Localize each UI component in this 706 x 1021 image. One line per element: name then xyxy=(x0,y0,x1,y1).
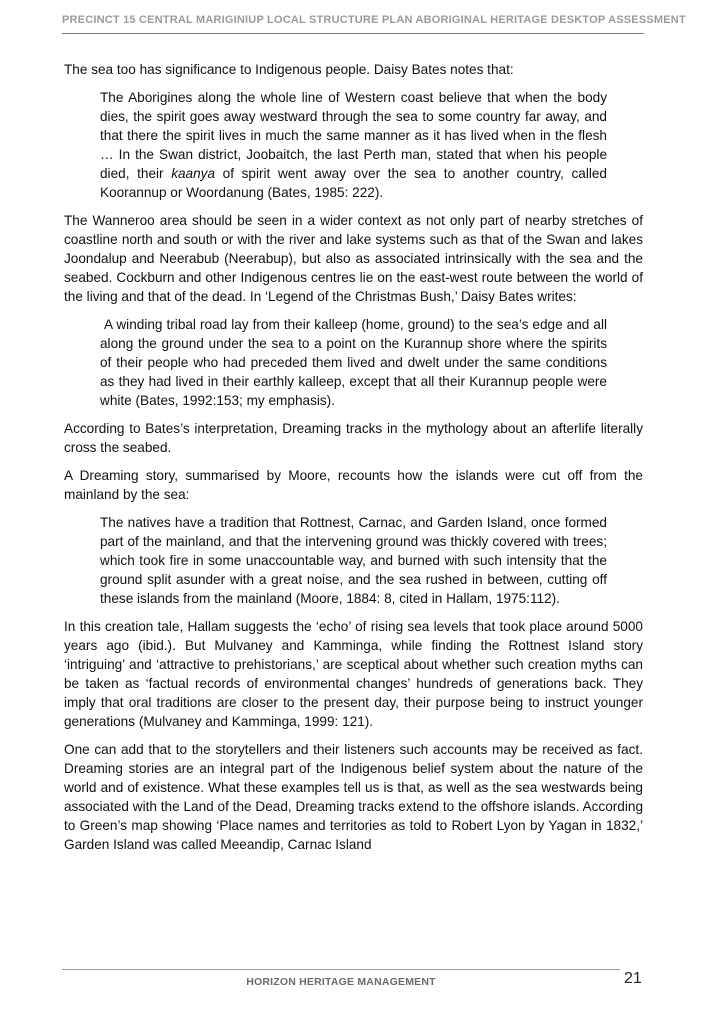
quote-italic-term: kaanya xyxy=(171,166,216,181)
quote-text: of spirit went away over the sea to another country, called Koorannup or Woordanung (Bates, 1985: 222). xyxy=(100,166,607,200)
block-quote-bates-1985 xyxy=(100,88,607,202)
footer-organization: HORIZON HERITAGE MANAGEMENT xyxy=(246,976,436,988)
block-quote-moore-1884: The natives have a tradition that Rottnest, Carnac, and Garden Island, once formed part of the mainland, and that the intervening ground was thickly covered with trees; which took fire in some unaccountable way, and burned with such intensity that the ground split asunder with a great noise, and the sea rushed in between, cutting off these islands from the mainland (Moore, 1884: 8, cited in Hallam, 1975:112). xyxy=(100,515,607,606)
running-header: PRECINCT 15 CENTRAL MARIGINIUP LOCAL STRUCTURE PLAN ABORIGINAL HERITAGE DESKTOP ASSESSMENT xyxy=(62,14,686,26)
paragraph-hallam: In this creation tale, Hallam suggests the ‘echo’ of rising sea levels that took place around 5000 years ago (ibid.). But Mulvaney and Kamminga, while finding the Rottnest Island story ‘intriguing’ and ‘attractive to prehistorians,’ are sceptical about whether such creation myths can be taken as ‘factual records of environmental changes’ hundreds of generations back. They imply that oral traditions are closer to the present day, their purpose being to instruct younger generations (Mulvaney and Kamminga, 1999: 121). xyxy=(64,619,643,729)
paragraph-intro: The sea too has significance to Indigenous people. Daisy Bates notes that: xyxy=(64,62,514,77)
paragraph-dreaming-story: A Dreaming story, summarised by Moore, recounts how the islands were cut off from the mainland by the sea: xyxy=(64,468,643,502)
paragraph-wanneroo: The Wanneroo area should be seen in a wider context as not only part of nearby stretches of coastline north and south or with the river and lake systems such as that of the Swan and lakes Joondalup and Neerabub (Neerabup), but also as associated intrinsically with the sea and the seabed. Cockburn and other Indigenous centres lie on the east-west route between the world of the living and that of the dead. In ‘Legend of the Christmas Bush,’ Daisy Bates writes: xyxy=(64,213,643,304)
header-divider xyxy=(62,33,644,34)
block-quote-bates-1992: A winding tribal road lay from their kalleep (home, ground) to the sea’s edge and all along the ground under the sea to a point on the Kurannup shore where the spirits of their people who had preceded them lived and dwelt under the same conditions as they had lived in their earthly kalleep, except that all their Kurannup people were white (Bates, 1992:153; my emphasis). xyxy=(100,317,607,408)
page-body xyxy=(64,60,643,863)
footer-divider xyxy=(62,969,620,970)
page-number: 21 xyxy=(624,970,642,987)
quote-text: The Aborigines along the whole line of Western coast believe that when the body dies, the spirit goes away westward through the sea to some country far away, and that there the spirit lives in much the same manner as it has lived when in the flesh … In the Swan district, Joobaitch, the last Perth man, stated that when his people died, their xyxy=(100,90,607,181)
paragraph-storytellers: One can add that to the storytellers and their listeners such accounts may be received as fact. Dreaming stories are an integral part of the Indigenous belief system about the nature of the world and of existence. What these examples tell us is that, as well as the sea westwards being associated with the Land of the Dead, Dreaming tracks extend to the offshore islands. According to Green’s map showing ‘Place names and territories as told to Robert Lyon by Yagan in 1832,’ Garden Island was called Meeandip, Carnac Island xyxy=(64,742,643,852)
paragraph-bates-interpretation: According to Bates’s interpretation, Dreaming tracks in the mythology about an afterlife literally cross the seabed. xyxy=(64,421,643,455)
